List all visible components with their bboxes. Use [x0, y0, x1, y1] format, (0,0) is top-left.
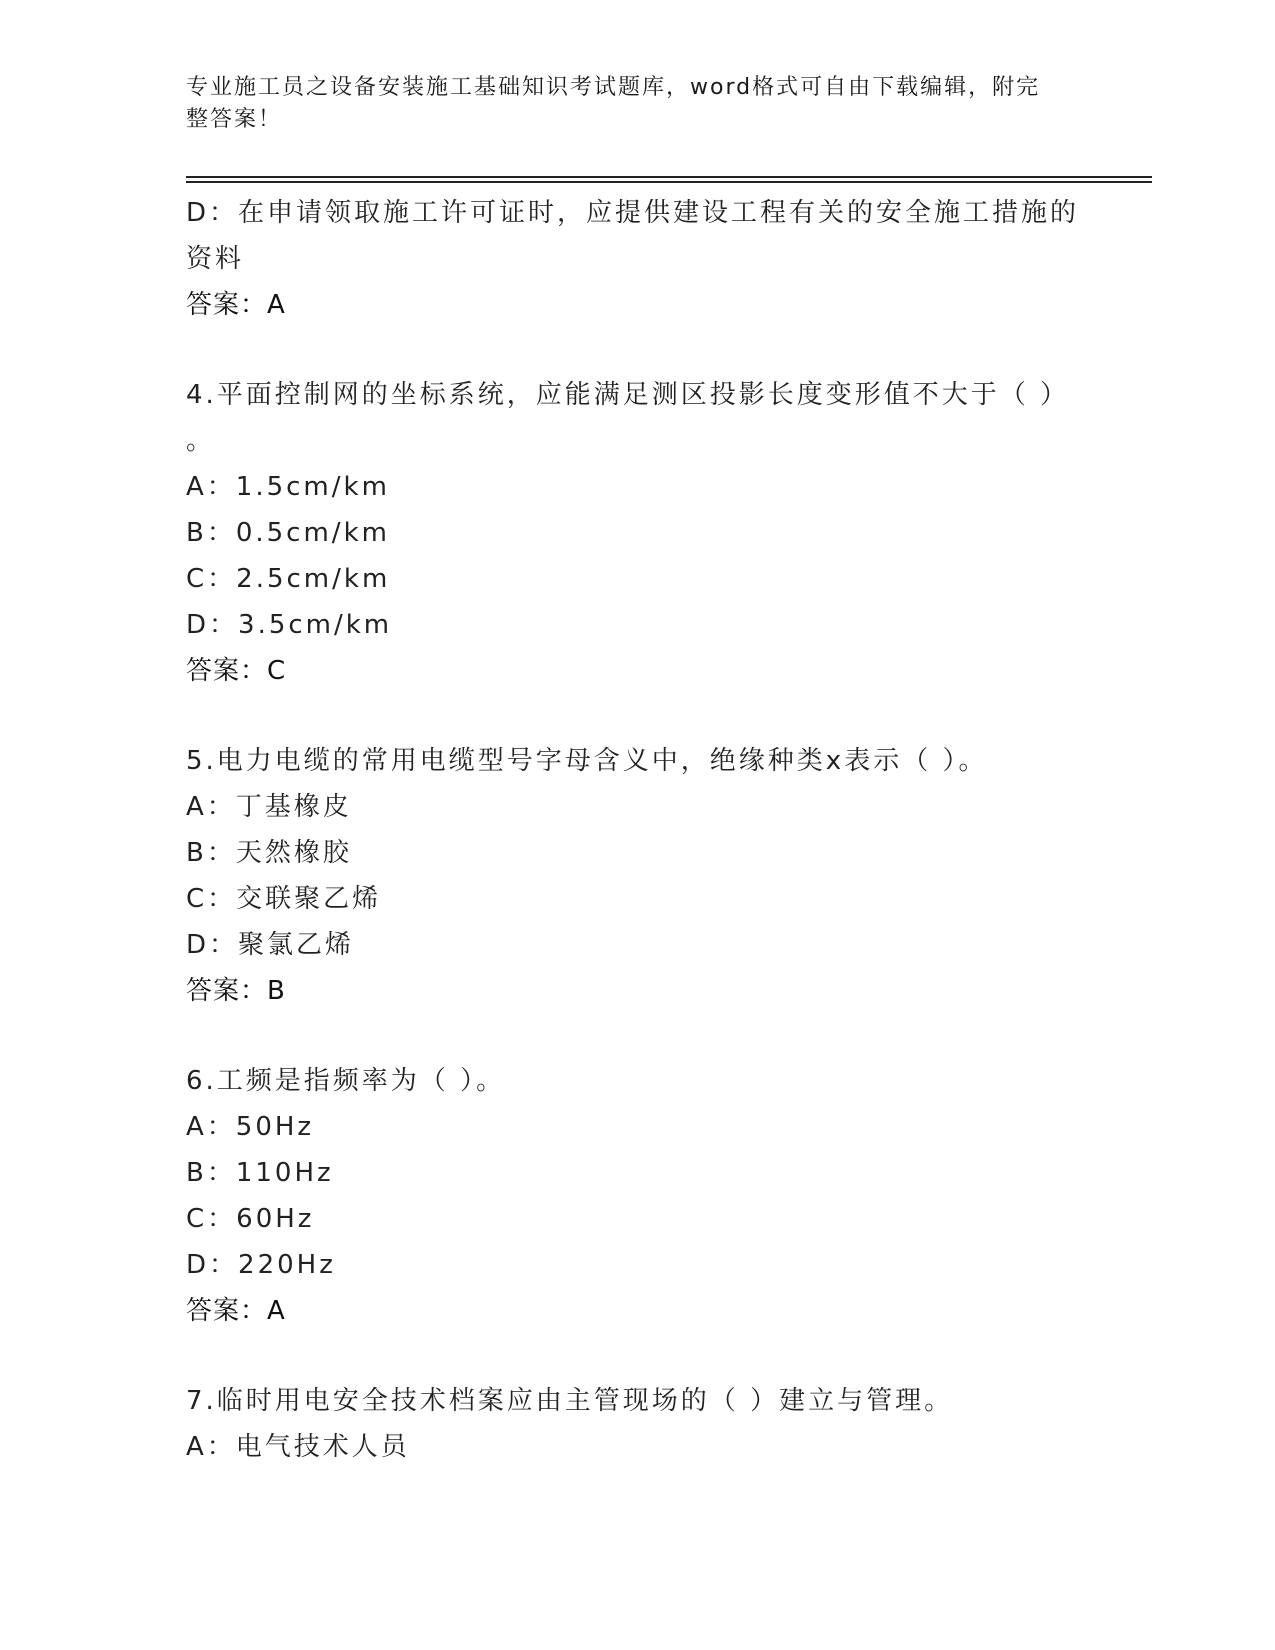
q5-option-c: C：交联聚乙烯: [186, 884, 382, 914]
header-divider-bottom: [186, 181, 1152, 183]
q4-answer: 答案：C: [186, 656, 287, 686]
q3-option-d-line2: 资料: [186, 244, 245, 274]
q7-question: 7.临时用电安全技术档案应由主管现场的（ ）建立与管理。: [186, 1386, 954, 1416]
q6-option-a: A：50Hz: [186, 1112, 315, 1142]
q6-option-d: D：220Hz: [186, 1250, 336, 1280]
q3-option-d-line1: D：在申请领取施工许可证时，应提供建设工程有关的安全施工措施的: [186, 198, 1080, 228]
header-line-1: 专业施工员之设备安装施工基础知识考试题库，word格式可自由下载编辑，附完: [186, 75, 1041, 100]
document-header: [186, 72, 1066, 136]
question-list: [186, 190, 1086, 1470]
q6-answer: 答案：A: [186, 1296, 286, 1326]
question-5-block: [186, 738, 1086, 1014]
question-7-block: [186, 1378, 1086, 1470]
q5-answer: 答案：B: [186, 976, 286, 1006]
q3-answer: 答案：A: [186, 290, 286, 320]
q4-option-b: B：0.5cm/km: [186, 518, 390, 548]
header-divider-top: [186, 176, 1152, 178]
q7-option-a: A：电气技术人员: [186, 1432, 410, 1462]
q4-question-line2: 。: [186, 426, 216, 456]
q5-option-b: B：天然橡胶: [186, 838, 352, 868]
q5-option-a: A：丁基橡皮: [186, 792, 352, 822]
question-4-block: [186, 372, 1086, 694]
header-line-2: 整答案！: [186, 107, 283, 132]
q5-option-d: D：聚氯乙烯: [186, 930, 355, 960]
q4-option-a: A：1.5cm/km: [186, 472, 390, 502]
question-3-block: [186, 190, 1086, 328]
question-6-block: [186, 1058, 1086, 1334]
q4-question-line1: 4.平面控制网的坐标系统，应能满足测区投影长度变形值不大于（ ）: [186, 380, 1070, 410]
q6-option-b: B：110Hz: [186, 1158, 334, 1188]
q4-option-c: C：2.5cm/km: [186, 564, 391, 594]
q6-option-c: C：60Hz: [186, 1204, 315, 1234]
q5-question: 5.电力电缆的常用电缆型号字母含义中，绝缘种类x表示（ ）。: [186, 746, 988, 776]
q4-option-d: D：3.5cm/km: [186, 610, 393, 640]
q6-question: 6.工频是指频率为（ ）。: [186, 1066, 506, 1096]
